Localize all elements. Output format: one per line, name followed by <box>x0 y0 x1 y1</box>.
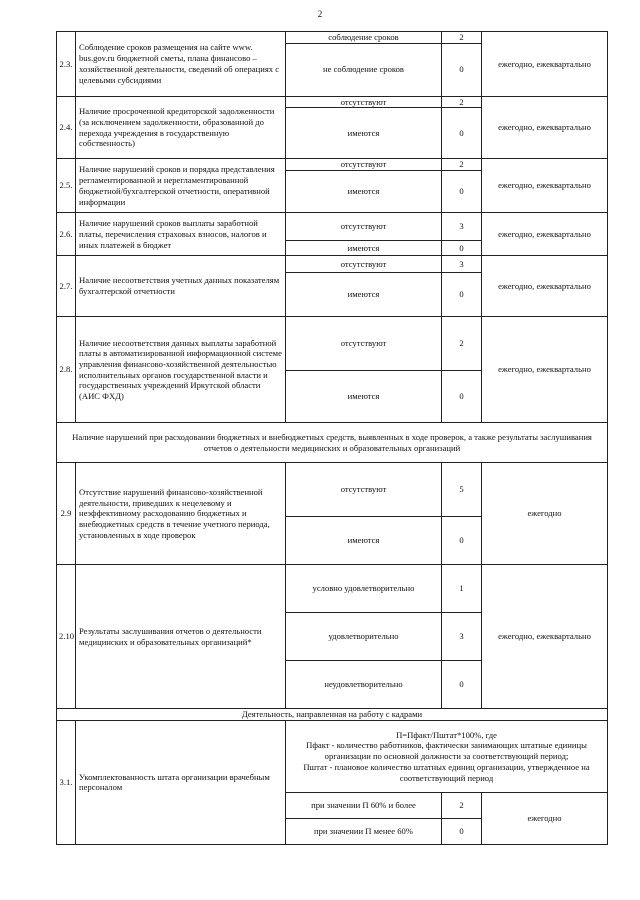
condition-cell: отсутствуют <box>286 463 442 517</box>
score-cell: 0 <box>442 43 482 96</box>
condition-cell: отсутствуют <box>286 256 442 273</box>
table-row <box>57 159 608 171</box>
condition-cell: имеются <box>286 273 442 317</box>
score-cell: 0 <box>442 273 482 317</box>
row-number: 2.3. <box>57 32 76 97</box>
row-number: 2.6. <box>57 213 76 256</box>
score-cell: 2 <box>442 96 482 108</box>
condition-cell: неудовлетворительно <box>286 661 442 709</box>
table-row <box>57 709 608 721</box>
criterion-description: Наличие нарушений сроков и порядка представления регламентированной и нерегламентированной бюджетной/бухгалтерской отчетности, оперативной информации <box>76 159 286 213</box>
table-row <box>57 720 608 792</box>
score-cell: 2 <box>442 159 482 171</box>
frequency-cell: ежегодно, ежеквартально <box>482 256 608 317</box>
score-cell: 3 <box>442 256 482 273</box>
criterion-description: Укомплектованность штата организации врачебным персоналом <box>76 720 286 844</box>
frequency-cell: ежегодно, ежеквартально <box>482 96 608 159</box>
formula-line: Пфакт - количество работников, фактически занимающих штатные единицы организации по основной должности за соответствующий период; <box>306 740 587 762</box>
condition-cell: условно удовлетворительно <box>286 565 442 613</box>
frequency-cell: ежегодно <box>482 463 608 565</box>
table-row <box>57 96 608 108</box>
page-number: 2 <box>317 9 323 19</box>
score-cell: 2 <box>442 792 482 818</box>
frequency-cell: ежегодно, ежеквартально <box>482 159 608 213</box>
table-row <box>57 256 608 273</box>
condition-cell: отсутствуют <box>286 96 442 108</box>
score-cell: 5 <box>442 463 482 517</box>
frequency-cell: ежегодно, ежеквартально <box>482 213 608 256</box>
score-cell: 0 <box>442 818 482 844</box>
condition-cell: имеются <box>286 371 442 423</box>
score-cell: 3 <box>442 613 482 661</box>
row-number: 2.10 <box>57 565 76 709</box>
frequency-cell: ежегодно, ежеквартально <box>482 317 608 423</box>
score-cell: 0 <box>442 371 482 423</box>
section-header-medical: Наличие нарушений при расходовании бюджетных и внебюджетных средств, выявленных в ходе проверок, а также результаты заслушивания отчетов о деятельности медицинских и образовательных организаций <box>57 423 608 463</box>
score-cell: 0 <box>442 241 482 256</box>
condition-cell: при значении П менее 60% <box>286 818 442 844</box>
criterion-description: Наличие несоответствия учетных данных показателям бухгалтерской отчетности <box>76 256 286 317</box>
condition-cell: отсутствуют <box>286 317 442 371</box>
table-row <box>57 317 608 371</box>
condition-cell: имеются <box>286 241 442 256</box>
criterion-description: Наличие нарушений сроков выплаты заработной платы, перечисления страховых взносов, налогов и иных платежей в бюджет <box>76 213 286 256</box>
formula-line: Пштат - плановое количество штатных единиц организации, утвержденное на соответствующий период <box>303 761 590 783</box>
condition-cell: не соблюдение сроков <box>286 43 442 96</box>
frequency-cell: ежегодно, ежеквартально <box>482 32 608 97</box>
criterion-description: Наличие просроченной кредиторской задолженности (за исключением задолженности, образованной до перехода учреждения в государственную собственность) <box>76 96 286 159</box>
score-cell: 3 <box>442 213 482 241</box>
frequency-cell: ежегодно <box>482 792 608 844</box>
criteria-table <box>56 31 608 845</box>
score-cell: 0 <box>442 171 482 213</box>
condition-cell: удовлетворительно <box>286 613 442 661</box>
condition-cell: имеются <box>286 171 442 213</box>
table-row <box>57 423 608 463</box>
section-header-staff: Деятельность, направленная на работу с кадрами <box>57 709 608 721</box>
table-row <box>57 213 608 241</box>
score-cell: 1 <box>442 565 482 613</box>
table-row <box>57 463 608 517</box>
condition-cell: соблюдение сроков <box>286 32 442 44</box>
criterion-description: Соблюдение сроков размещения на сайте www. bus.gov.ru бюджетной сметы, плана финансово – хозяйственной деятельности, сведений об операциях с целевыми субсидиями <box>76 32 286 97</box>
score-cell: 2 <box>442 317 482 371</box>
formula-line: П=Пфакт/Пштат*100%, где <box>396 729 497 740</box>
score-cell: 0 <box>442 108 482 159</box>
criterion-description: Отсутствие нарушений финансово-хозяйственной деятельности, приведших к нецелевому и неэффективному расходованию бюджетных и внебюджетных средств в течение учетного периода, установленных в ходе проверок <box>76 463 286 565</box>
row-number: 2.8. <box>57 317 76 423</box>
criterion-description: Результаты заслушивания отчетов о деятельности медицинских и образовательных организаций* <box>76 565 286 709</box>
condition-cell: имеются <box>286 517 442 565</box>
score-cell: 0 <box>442 661 482 709</box>
condition-cell: имеются <box>286 108 442 159</box>
table-row <box>57 565 608 613</box>
row-number: 2.5. <box>57 159 76 213</box>
row-number: 2.7. <box>57 256 76 317</box>
row-number: 2.9 <box>57 463 76 565</box>
frequency-cell: ежегодно, ежеквартально <box>482 565 608 709</box>
condition-cell: при значении П 60% и более <box>286 792 442 818</box>
condition-cell: отсутствуют <box>286 159 442 171</box>
score-cell: 0 <box>442 517 482 565</box>
table-row <box>57 32 608 44</box>
criterion-description: Наличие несоответствия данных выплаты заработной платы в автоматизированной информационной системе управления финансово-хозяйственной деятельностью исполнительных органов государственной власти и государственных учреждений Иркутской области (АИС ФХД) <box>76 317 286 423</box>
row-number: 2.4. <box>57 96 76 159</box>
formula-cell <box>286 720 608 792</box>
row-number: 3.1. <box>57 720 76 844</box>
condition-cell: отсутствуют <box>286 213 442 241</box>
score-cell: 2 <box>442 32 482 44</box>
